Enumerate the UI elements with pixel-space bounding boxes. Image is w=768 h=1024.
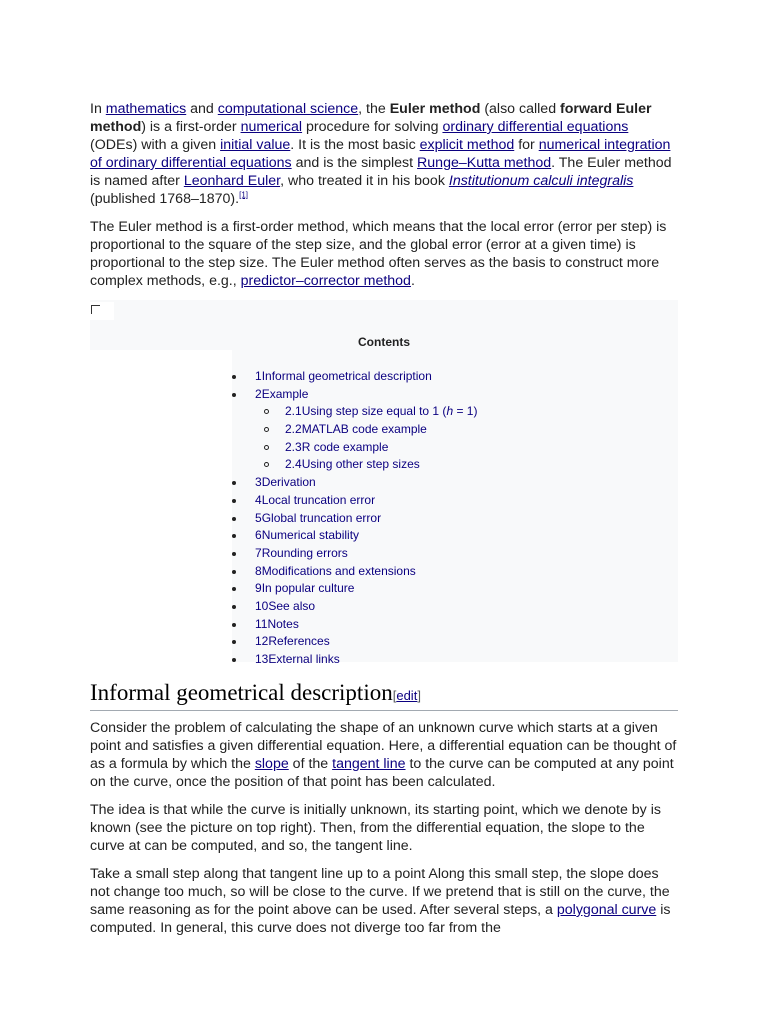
toc-title: Contents [358, 335, 410, 349]
bullet-icon [232, 375, 236, 379]
text: Take a small step along that tangent line up to a point Along this small step, the slope does not change too much, so will be close to the curve. If we pretend that is still on the curve, the same reasoning as for the point above can be used. After several steps, a [90, 866, 670, 918]
table-of-contents: Contents 1Informal geometrical description 2Example 2.1Using step size equal to 1 (h = 1) 2.2MATLAB code example 2.3R code example 2.4Using other step sizes 3Derivation 4Local truncation error 5Global truncation error 6Numerical stability 7Rounding errors 8Modifications and extensions 9In popular culture 10See also 11Notes 12References 13External links [90, 300, 678, 662]
text: procedure for solving [302, 119, 443, 135]
link-computational-science[interactable]: computational science [217, 101, 359, 117]
text: for [514, 137, 539, 153]
bullet-icon [232, 499, 236, 503]
section-heading [90, 679, 678, 711]
link-mathematics[interactable]: mathematics [105, 101, 187, 117]
section-paragraph-2 [90, 801, 678, 855]
link-slope[interactable]: slope [254, 756, 289, 772]
link-institutionum-calculi-integralis[interactable]: Institutionum calculi integralis [448, 173, 634, 189]
link-polygonal-curve[interactable]: polygonal curve [556, 902, 657, 918]
edit-section-wrapper: [edit] [392, 688, 421, 703]
bullet-icon [232, 587, 236, 591]
bullet-icon [232, 534, 236, 538]
text: ) is a first-order [141, 119, 241, 135]
toc-toggle-checkbox[interactable] [90, 302, 114, 320]
text: of the [288, 756, 333, 772]
bullet-icon [232, 623, 236, 627]
text: In [90, 101, 106, 117]
text: The Euler method is a first-order method, which means that the local error (error per step) is proportional to the square of the step size, and the global error (error at a given time) is proportional to the step size. The Euler method often serves as the basis to construct more complex methods, e.g., [90, 219, 667, 289]
text: and is the simplest [291, 155, 418, 171]
intro-paragraph-2 [90, 218, 678, 290]
section-heading-text: Informal geometrical description [90, 680, 393, 705]
section-paragraph-1 [90, 719, 678, 791]
text: is computed. In general, this curve does not diverge too far from the [90, 902, 671, 936]
text: . It is the most basic [290, 137, 420, 153]
circle-bullet-icon [264, 445, 269, 450]
link-explicit-method[interactable]: explicit method [419, 137, 515, 153]
link-initial-value[interactable]: initial value [220, 137, 291, 153]
text: . [410, 273, 415, 289]
link-leonhard-euler[interactable]: Leonhard Euler [183, 173, 281, 189]
link-ordinary-differential-equations[interactable]: ordinary differential equations [442, 119, 629, 135]
link-predictor-corrector[interactable]: predictor–corrector method [240, 273, 411, 289]
bullet-icon [232, 481, 236, 485]
text: Consider the problem of calculating the shape of an unknown curve which starts at a given point and satisfies a given differential equation. Here, a differential equation can be thought of as a formula by which the [90, 720, 677, 772]
circle-bullet-icon [264, 427, 269, 432]
bold-term-euler-method: Euler method [389, 101, 481, 117]
text: (ODEs) with a given [90, 137, 221, 153]
text: and [186, 101, 218, 117]
text: , the [358, 101, 390, 117]
link-tangent-line[interactable]: tangent line [332, 756, 406, 772]
text: , who treated it in his book [280, 173, 449, 189]
text: The idea is that while the curve is initially unknown, its starting point, which we denote by is known (see the picture on top right). Then, from the differential equation, the slope to the curve at can be computed, and so, the tangent line. [90, 802, 661, 854]
text: (also called [480, 101, 561, 117]
checkbox-icon [91, 305, 100, 314]
reference-link-1[interactable]: [1] [239, 190, 248, 200]
bullet-icon [232, 393, 236, 397]
text: (published 1768–1870). [90, 191, 240, 207]
edit-section-link[interactable]: edit [396, 688, 418, 703]
text: to the curve can be computed at any point on the curve, once the position of that point has been calculated. [90, 756, 674, 790]
section-paragraph-3 [90, 865, 678, 937]
bullet-icon [232, 517, 236, 521]
link-numerical[interactable]: numerical [240, 119, 303, 135]
toc-margin [90, 350, 232, 662]
bullet-icon [232, 552, 236, 556]
text: . The Euler method is named after [90, 155, 672, 189]
bold-term-forward-euler: forward Euler method [90, 101, 652, 135]
bullet-icon [232, 605, 236, 609]
intro-paragraph-1 [90, 100, 678, 208]
bullet-icon [232, 570, 236, 574]
circle-bullet-icon [264, 462, 269, 467]
bullet-icon [232, 658, 236, 662]
link-runge-kutta[interactable]: Runge–Kutta method [417, 155, 552, 171]
link-numerical-integration[interactable]: numerical integration of ordinary differential equations [90, 137, 671, 171]
article-content [90, 100, 678, 947]
bullet-icon [232, 640, 236, 644]
circle-bullet-icon [264, 409, 269, 414]
